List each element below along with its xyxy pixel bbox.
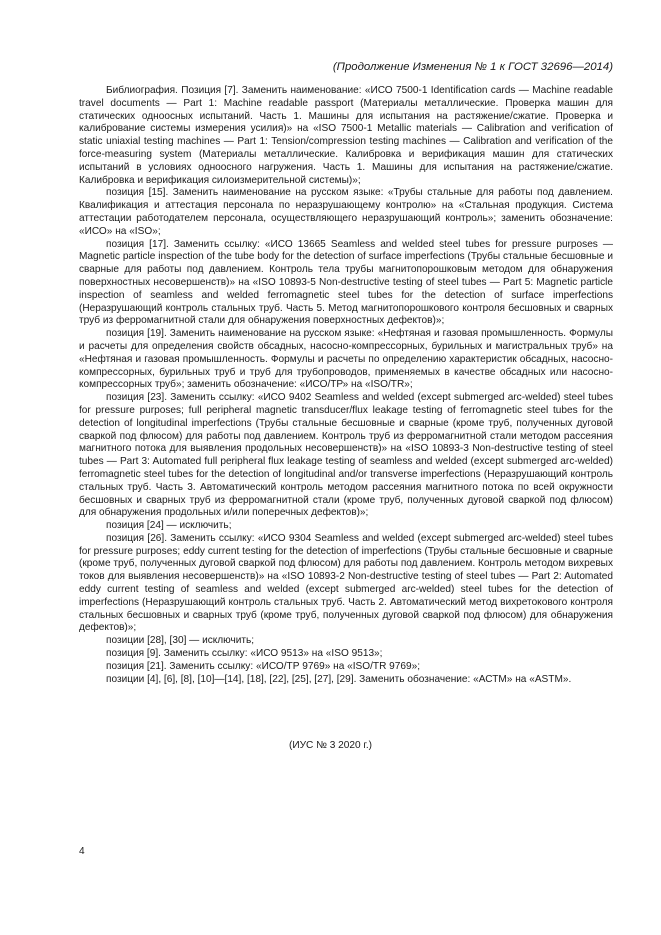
- document-body: [79, 85, 613, 686]
- paragraph-item-9: позиция [9]. Заменить ссылку: «ИСО 9513» на «ISO 9513»;: [106, 648, 383, 660]
- page-header: (Продолжение Изменения № 1 к ГОСТ 32696—2014): [332, 61, 613, 73]
- paragraph-item-26: позиция [26]. Заменить ссылку: «ИСО 9304 Seamless and welded (except submerged arc-welded) steel tubes for pressure purposes; eddy current testing for the detection of imperfections (Трубы стальные бесшовные и сварные (кроме труб, полученных дуговой сваркой под флюсом) для работы под давлением. Контроль методом вихревых токов для выявления несовершенств)» на «ISO 10893-2 Non-destructive testing of steel tubes — Part 2: Automated eddy current testing of seamless and welded (except submerged arc-welded) steel tubes for the detection of imperfections (Неразрушающий контроль стальных труб. Часть 2. Автоматический метод вихретокового контроля стальных бесшовных и сварных труб (кроме труб, полученных дуговой сваркой под флюсом) для обнаружения дефектов)»;: [79, 532, 613, 634]
- paragraph-item-17: позиция [17]. Заменить ссылку: «ИСО 13665 Seamless and welded steel tubes for pressure purposes — Magnetic particle inspection of the tube body for the detection of surface imperfections (Трубы стальные бесшовные и сварные для работы под давлением. Контроль тела трубы магнитопорошковым методом для обнаружения поверхностных несовершенств)» на «ISO 10893-5 Non-destructive testing of steel tubes — Part 5: Magnetic particle inspection of seamless and welded ferromagnetic steel tubes for the detection of surface imperfections (Неразрушающий контроль стальных труб. Часть 5. Метод магнитопорошкового контроля бесшовных и сварных труб из ферромагнитной стали для обнаружения поверхностных дефектов)»;: [79, 238, 613, 327]
- paragraph-items-astm: позиции [4], [6], [8], [10]—[14], [18], [22], [25], [27], [29]. Заменить обозначение: «АСТМ» на «ASTM».: [106, 673, 572, 685]
- paragraph-item-15: позиция [15]. Заменить наименование на русском языке: «Трубы стальные для работы под давлением. Квалификация и аттестация персонала по неразрушающему контролю» на «Стальная продукция. Система аттестации работодателем персонала, осуществляющего неразрушающий контроль»; заменить обозначение: «ИСО» на «ISO»;: [79, 187, 613, 237]
- paragraph-bibliography-item-7: Библиография. Позиция [7]. Заменить наименование: «ИСО 7500-1 Identification cards — Machine readable travel documents — Part 1: Machine readable passport (Материалы металлические. Проверка машин для статических одноосных испытаний. Часть 1. Машины для испытания на растяжение/сжатие. Проверка и калибрование системы измерения усилия)» на «ISO 7500-1 Metallic materials — Calibration and verification of static uniaxial testing machines — Part 1: Tension/compression testing machines — Calibration and verification of the force-measuring system (Материалы металлические. Калибровка и верификация машин для статических испытаний в условиях одноосного нагружения. Часть 1. Машины для испытания на растяжение/сжатие. Калибровка и верификация силоизмерительной системы)»;: [79, 85, 613, 186]
- paragraph-items-28-30: позиции [28], [30] — исключить;: [106, 635, 255, 647]
- paragraph-item-23: позиция [23]. Заменить ссылку: «ИСО 9402 Seamless and welded (except submerged arc-welded) steel tubes for pressure purposes; full peripheral magnetic transducer/flux leakage testing of ferromagnetic steel tubes for the detection of longitudinal imperfections (Трубы стальные бесшовные и сварные (кроме труб, полученных дуговой сваркой под флюсом) для работы под давлением. Контроль труб из ферромагнитной стали методом рассеяния магнитного потока для выявления продольных несовершенств)» на «ISO 10893-3 Non-destructive testing of steel tubes — Part 3: Automated full peripheral flux leakage testing of seamless and welded (except submerged arc-welded) ferromagnetic steel tubes for the detection of longitudinal and/or transverse imperfections (Неразрушающий контроль стальных труб. Часть 3. Автоматический контроль методом рассеяния магнитного потока по всей окружности бесшовных и сварных труб из ферромагнитной стали (кроме труб, полученных дуговой сваркой под флюсом) для обнаружения продольных и/или поперечных дефектов)»;: [79, 392, 613, 519]
- paragraph-item-24: позиция [24] — исключить;: [106, 520, 232, 532]
- page-number: 4: [79, 846, 85, 857]
- paragraph-item-21: позиция [21]. Заменить ссылку: «ИСО/ТР 9769» на «ISO/TR 9769»;: [106, 660, 421, 672]
- paragraph-item-19: позиция [19]. Заменить наименование на русском языке: «Нефтяная и газовая промышленность. Формулы и расчеты для определения свойств обсадных, насосно-компрессорных, бурильных и магистральных труб» на «Нефтяная и газовая промышленность. Формулы и расчеты по определению характеристик обсадных, насосно-компрессорных, бурильных труб и труб для трубопроводов, применяемых в качестве обсадных или насосно-компрессорных труб»; заменить обозначение: «ИСО/ТР» на «ISO/TR»;: [79, 328, 613, 391]
- ius-footnote: (ИУС № 3 2020 г.): [288, 740, 373, 751]
